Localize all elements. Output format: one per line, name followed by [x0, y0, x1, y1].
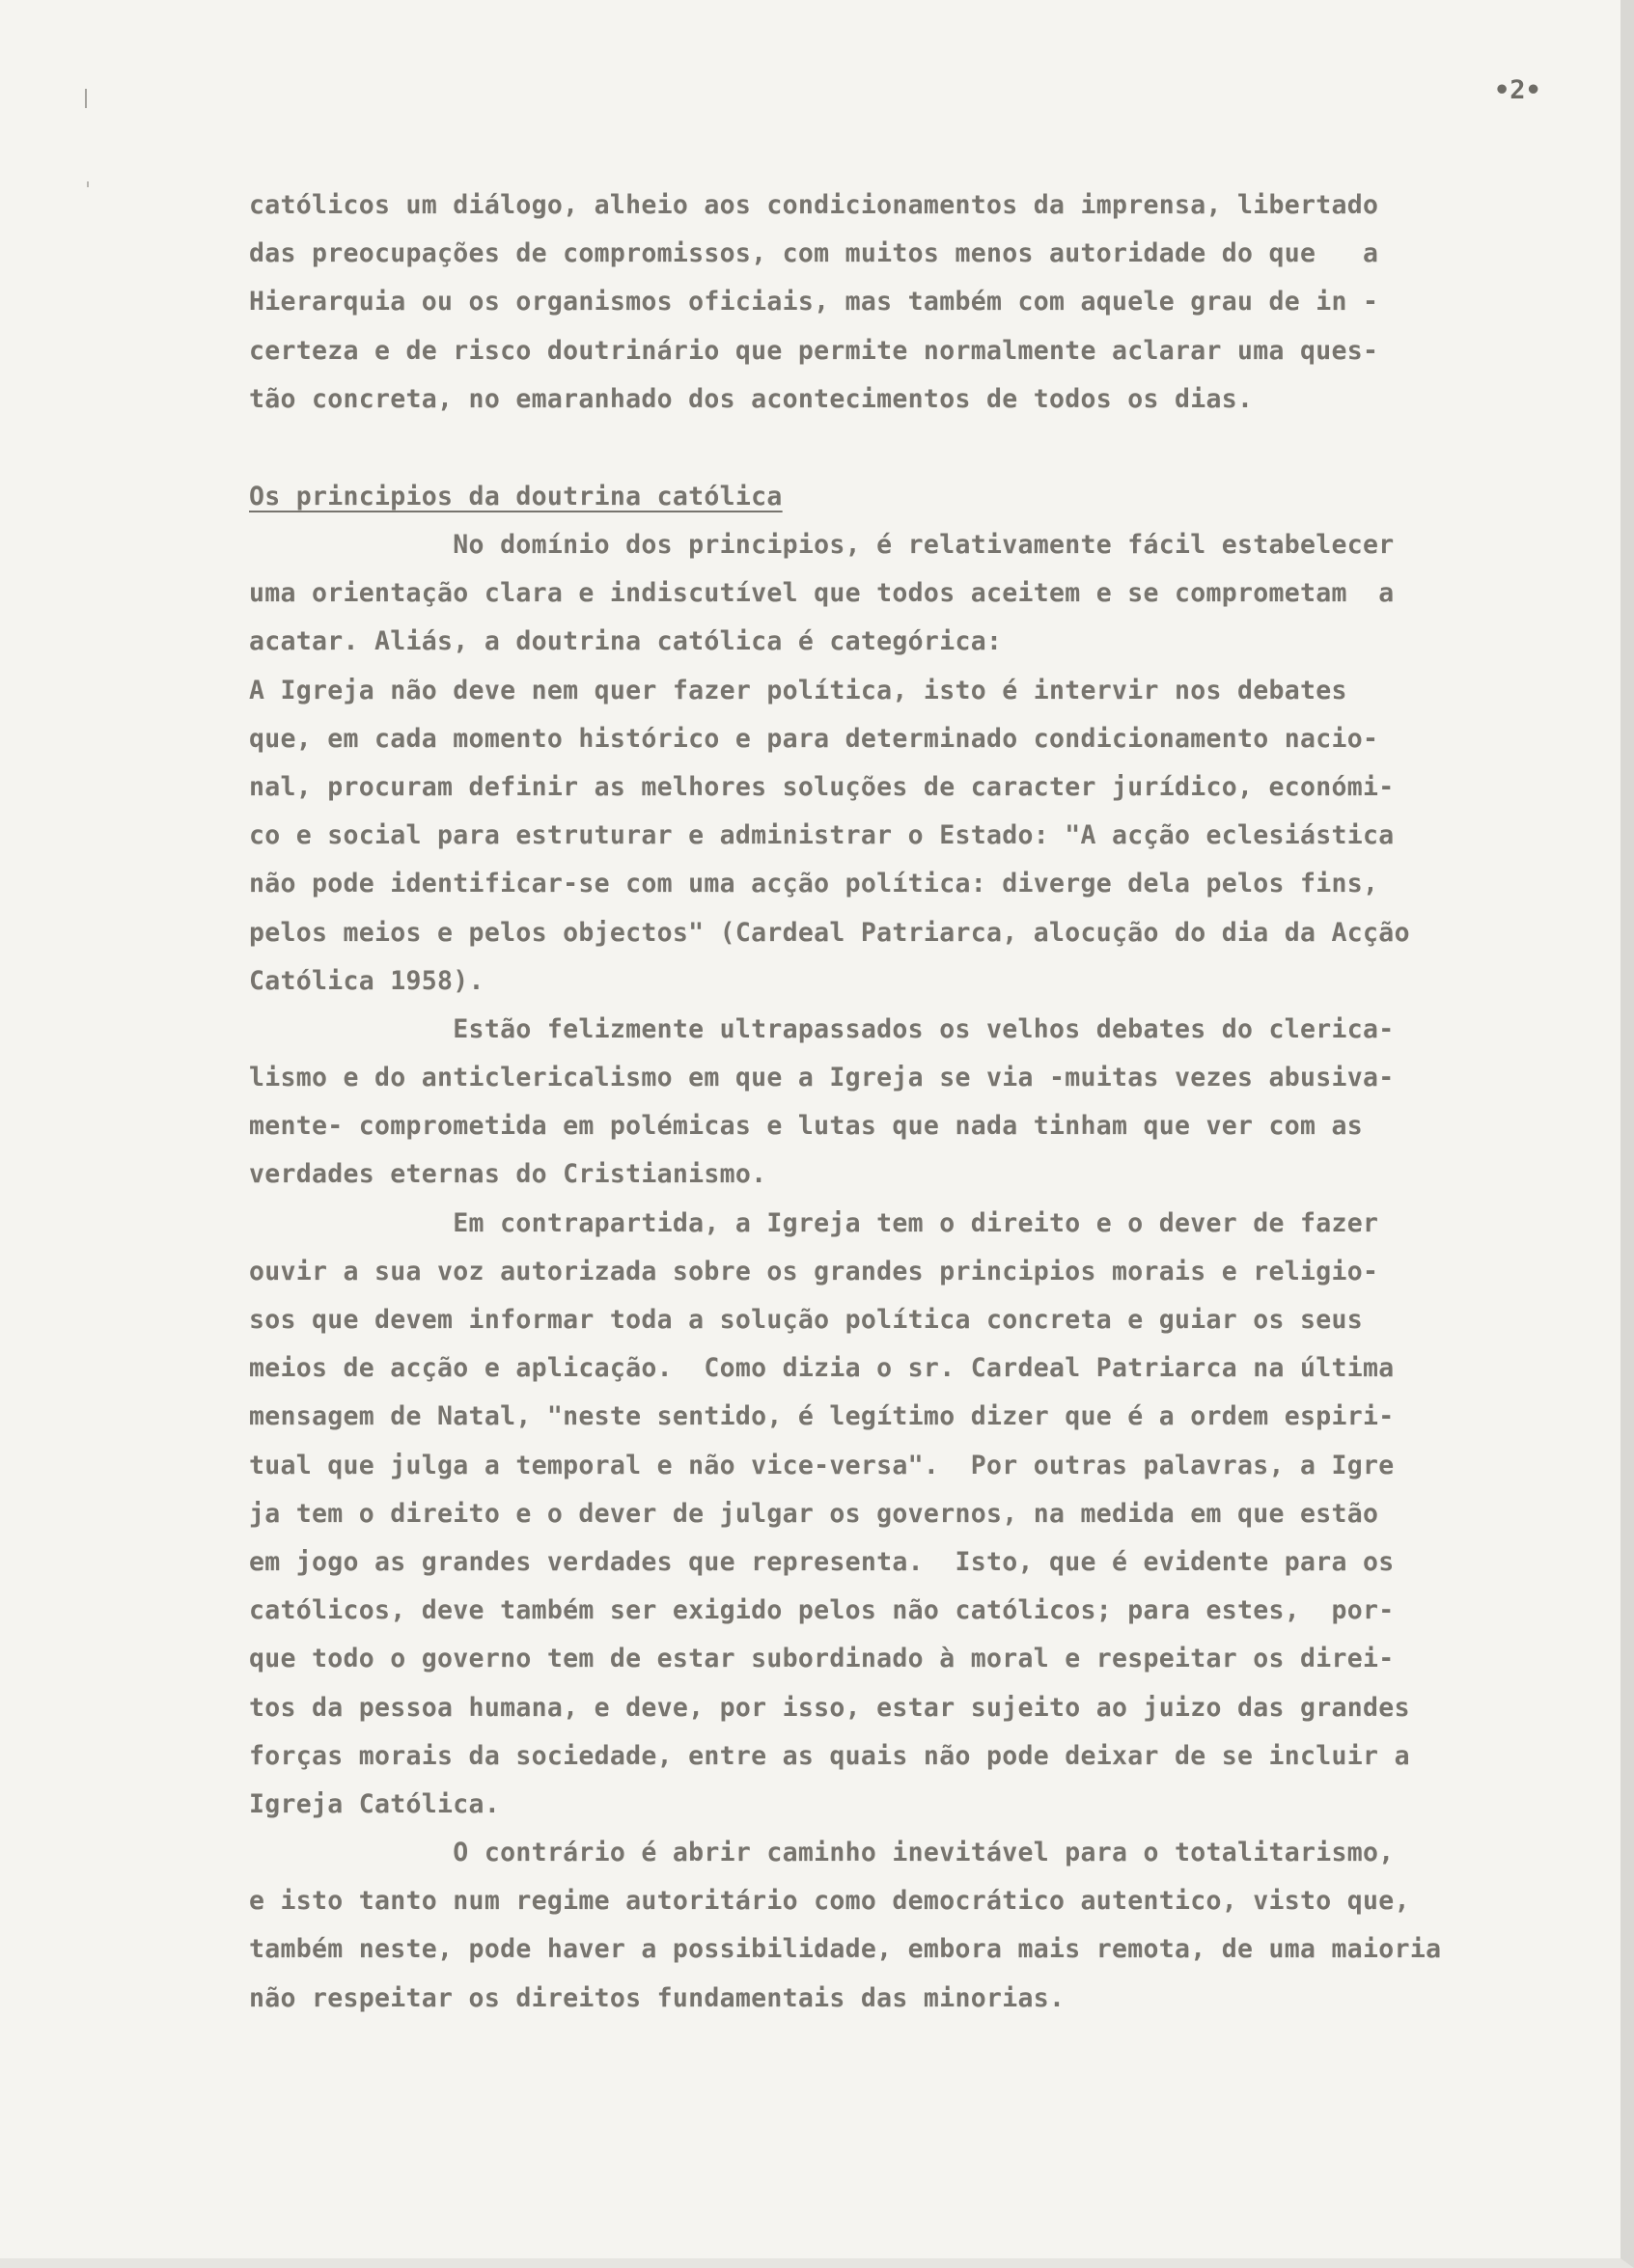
text-line: ouvir a sua voz autorizada sobre os grandes principios morais e religio-: [249, 1256, 1379, 1286]
text-line: O contrário é abrir caminho inevitável para o totalitarismo,: [249, 1838, 1395, 1868]
text-line: sos que devem informar toda a solução política concreta e guiar os seus: [249, 1305, 1364, 1335]
text-line: mente- comprometida em polémicas e lutas que nada tinham que ver com as: [249, 1111, 1364, 1142]
text-line: forças morais da sociedade, entre as quais não pode deixar de se incluir a: [249, 1740, 1410, 1771]
text-line: Estão felizmente ultrapassados os velhos debates do clerica-: [249, 1013, 1395, 1044]
text-line: tual que julga a temporal e não vice-versa". Por outras palavras, a Igre: [249, 1450, 1395, 1480]
text-line: ja tem o direito e o dever de julgar os governos, na medida em que estão: [249, 1498, 1379, 1529]
text-line: católicos um diálogo, alheio aos condicionamentos da imprensa, libertado: [249, 190, 1379, 220]
text-line: também neste, pode haver a possibilidade, embora mais remota, de uma maioria: [249, 1934, 1442, 1965]
page-number: •2•: [1494, 75, 1541, 105]
text-line: das preocupações de compromissos, com muitos menos autoridade do que a: [249, 238, 1379, 269]
text-line: Igreja Católica.: [249, 1788, 501, 1819]
text-line: meios de acção e aplicação. Como dizia o sr. Cardeal Patriarca na última: [249, 1353, 1395, 1384]
text-line: No domínio dos principios, é relativamente fácil estabelecer: [249, 530, 1395, 560]
text-line: mensagem de Natal, "neste sentido, é legítimo dizer que é a ordem espiri-: [249, 1401, 1395, 1432]
text-line: A Igreja não deve nem quer fazer política, isto é intervir nos debates: [249, 675, 1347, 705]
margin-dot-mark: [87, 181, 89, 187]
margin-pencil-mark: [85, 89, 87, 108]
section-body: [249, 521, 1581, 2023]
text-line: que todo o governo tem de estar subordinado à moral e respeitar os direi-: [249, 1644, 1395, 1674]
section-heading-box: [249, 473, 1581, 521]
text-line: uma orientação clara e indiscutível que todos aceitem e se comprometam a: [249, 578, 1395, 609]
text-line: acatar. Aliás, a doutrina católica é categórica:: [249, 626, 1003, 657]
text-line: católicos, deve também ser exigido pelos não católicos; para estes, por-: [249, 1595, 1395, 1626]
text-line: verdades eternas do Cristianismo.: [249, 1159, 767, 1190]
text-line: Hierarquia ou os organismos oficiais, mas também com aquele grau de in -: [249, 287, 1379, 318]
text-line: nal, procuram definir as melhores soluções de caracter jurídico, económi-: [249, 771, 1395, 802]
text-line: não respeitar os direitos fundamentais das minorias.: [249, 1982, 1066, 2013]
text-line: co e social para estruturar e administrar o Estado: "A acção eclesiástica: [249, 820, 1395, 851]
section-heading: Os principios da doutrina católica: [249, 482, 783, 512]
text-line: pelos meios e pelos objectos" (Cardeal Patriarca, alocução do dia da Acção: [249, 917, 1410, 948]
text-line: Em contrapartida, a Igreja tem o direito e o dever de fazer: [249, 1207, 1379, 1238]
intro-paragraph: [249, 181, 1581, 424]
text-line: e isto tanto num regime autoritário como democrático autentico, visto que,: [249, 1886, 1410, 1917]
text-line: certeza e de risco doutrinário que permite normalmente aclarar uma ques-: [249, 335, 1379, 366]
text-line: tão concreta, no emaranhado dos acontecimentos de todos os dias.: [249, 383, 1254, 414]
text-line: em jogo as grandes verdades que representa. Isto, que é evidente para os: [249, 1546, 1395, 1577]
text-line: não pode identificar-se com uma acção política: diverge dela pelos fins,: [249, 869, 1379, 899]
text-line: que, em cada momento histórico e para determinado condicionamento nacio-: [249, 723, 1379, 754]
text-line: Católica 1958).: [249, 965, 485, 996]
text-line: tos da pessoa humana, e deve, por isso, estar sujeito ao juizo das grandes: [249, 1692, 1410, 1723]
text-line: lismo e do anticlericalismo em que a Igreja se via -muitas vezes abusiva-: [249, 1063, 1395, 1093]
